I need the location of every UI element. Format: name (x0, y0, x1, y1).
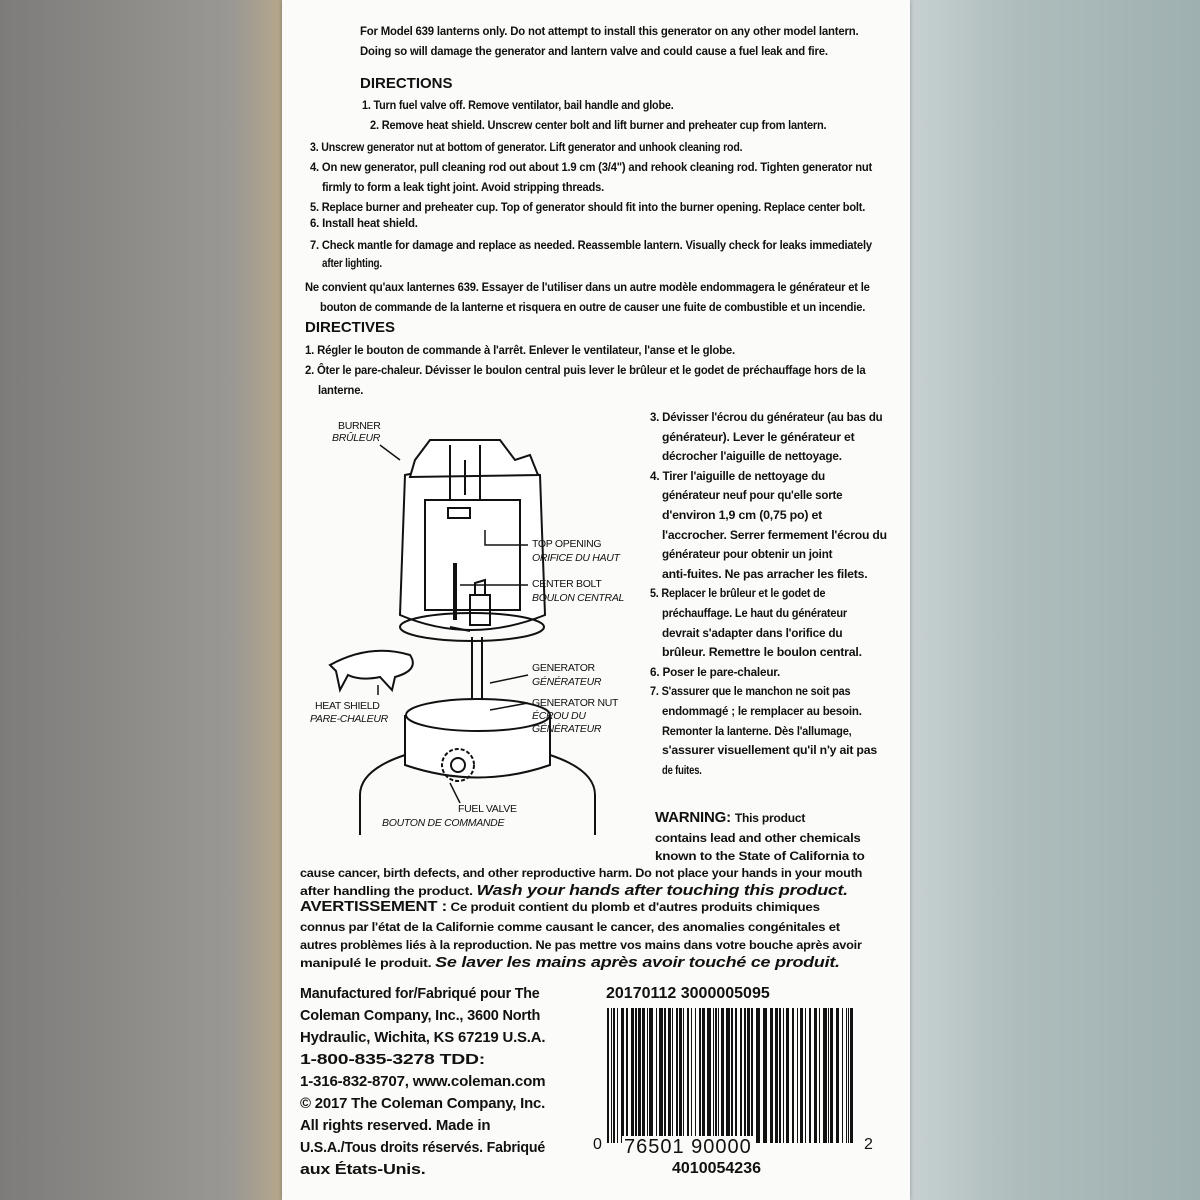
barcode-bar (635, 1008, 637, 1143)
directive-step-right: 4. Tirer l'aiguille de nettoyage du (650, 468, 826, 483)
directive-step-right: 5. Replacer le brûleur et le godet de (650, 586, 826, 601)
burner-label-fr: BRÛLEUR (332, 432, 381, 444)
barcode-check-digit: 2 (864, 1136, 873, 1153)
background-right (900, 0, 1200, 1200)
manufacturer-line: © 2017 The Coleman Company, Inc. (300, 1095, 546, 1112)
directive-step-right: endommagé ; le remplacer au besoin. (662, 704, 862, 718)
barcode-bar (740, 1008, 742, 1143)
avertissement-label: AVERTISSEMENT : (300, 898, 447, 915)
heat-shield-label: HEAT SHIELD (315, 700, 380, 712)
manufacturer-line: Manufactured for/Fabriqué pour The (300, 985, 540, 1002)
direction-step: 4. On new generator, pull cleaning rod out about 1.9 cm (3/4") and rehook cleaning rod. Tighten generator nut (310, 160, 873, 174)
directive-step-right: générateur). Lever le générateur et (662, 429, 855, 444)
barcode-bar (613, 1008, 615, 1143)
barcode-bar (659, 1008, 663, 1143)
burner-illustration (400, 440, 545, 641)
barcode-bar (819, 1008, 820, 1143)
barcode-bar (846, 1008, 847, 1143)
warning-line (300, 884, 848, 898)
directions-heading: DIRECTIONS (360, 75, 453, 92)
barcode (605, 1008, 855, 1143)
barcode-bar (702, 1008, 705, 1143)
barcode-bar (809, 1008, 811, 1143)
directive-step-right: 6. Poser le pare-chaleur. (650, 664, 781, 679)
barcode-bar (836, 1008, 839, 1143)
barcode-bar (823, 1008, 827, 1143)
barcode-bar (713, 1008, 714, 1143)
directive-step-right: d'environ 1,9 cm (0,75 po) et (662, 508, 823, 522)
directive-step-right: générateur pour obtenir un joint (662, 547, 833, 562)
direction-step: 5. Replace burner and preheater cup. Top of generator should fit into the burner opening. Replace center bolt. (310, 200, 866, 214)
heat-shield-label-fr: PARE-CHALEUR (310, 713, 388, 725)
barcode-bar (800, 1008, 803, 1143)
warning-text: after handling the product. (300, 884, 473, 898)
direction-step: after lighting. (322, 256, 382, 270)
intro-line: Doing so will damage the generator and lantern valve and could cause a fuel leak and fire. (360, 44, 828, 58)
barcode-bar (638, 1008, 641, 1143)
barcode-bar (683, 1008, 684, 1143)
direction-step: 6. Install heat shield. (310, 216, 418, 230)
avertissement-emphasis: Se laver les mains après avoir touché ce produit. (435, 954, 840, 971)
french-intro-line: bouton de commande de la lanterne et risquera en outre de causer une fuite de combustible et un incendie. (320, 300, 866, 314)
generator-label: GENERATOR (532, 662, 595, 674)
french-intro-line: Ne convient qu'aux lanternes 639. Essayer de l'utiliser dans un autre modèle endommagera le générateur et le (305, 280, 870, 294)
background-left (0, 0, 290, 1200)
barcode-lead-digit: 0 (593, 1136, 602, 1153)
avertissement-line (300, 956, 840, 970)
direction-step: 3. Unscrew generator nut at bottom of generator. Lift generator and unhook cleaning rod. (310, 140, 743, 154)
top-opening-label: TOP OPENING (532, 538, 602, 550)
center-bolt-label: CENTER BOLT (532, 578, 602, 590)
barcode-bar (751, 1008, 753, 1143)
barcode-bar (747, 1008, 750, 1143)
avertissement-text: autres problèmes liés à la reproduction. Ne pas mettre vos mains dans votre bouche après avoir (300, 938, 862, 952)
center-bolt-label-fr: BOULON CENTRAL (532, 592, 625, 604)
warning-text: cause cancer, birth defects, and other reproductive harm. Do not place your hands in your mouth (300, 866, 863, 880)
barcode-bar (805, 1008, 806, 1143)
barcode-bar (699, 1008, 701, 1143)
directive-step: 2. Ôter le pare-chaleur. Dévisser le boulon central puis lever le brûleur et le godet de préchauffage hors de la (305, 363, 866, 377)
barcode-bar (668, 1008, 671, 1143)
barcode-bar (775, 1008, 778, 1143)
barcode-bar (642, 1008, 645, 1143)
barcode-bar (792, 1008, 794, 1143)
directive-step-right: anti-fuites. Ne pas arracher les filets. (662, 566, 868, 581)
barcode-bar (664, 1008, 666, 1143)
barcode-bar (672, 1008, 673, 1143)
generator-nut-label: GENERATOR NUT (532, 697, 619, 709)
barcode-bar (770, 1008, 773, 1143)
barcode-bar (691, 1008, 692, 1143)
barcode-bar (621, 1008, 624, 1143)
burner-label: BURNER (338, 420, 381, 432)
barcode-bar (721, 1008, 724, 1143)
directive-step-right: devrait s'adapter dans l'orifice du (662, 625, 843, 640)
direction-step: 2. Remove heat shield. Unscrew center bolt and lift burner and preheater cup from lantern. (370, 118, 827, 132)
directive-step-right: décrocher l'aiguille de nettoyage. (662, 449, 842, 464)
barcode-bar (679, 1008, 682, 1143)
barcode-bar (814, 1008, 817, 1143)
generator-label-fr: GÉNÉRATEUR (532, 676, 602, 688)
barcode-bar (779, 1008, 781, 1143)
manufacturer-line: 1-800-835-3278 TDD: (300, 1051, 485, 1068)
barcode-bar (676, 1008, 678, 1143)
manufacturer-line: 1-316-832-8707, www.coleman.com (300, 1073, 546, 1090)
barcode-bar (830, 1008, 833, 1143)
directive-step: lanterne. (318, 383, 364, 397)
warning-text: known to the State of California to (655, 849, 865, 863)
product-code: 4010054236 (672, 1160, 761, 1177)
barcode-bar (718, 1008, 719, 1143)
directive-step: 1. Régler le bouton de commande à l'arrêt. Enlever le ventilateur, l'anse et le globe. (305, 343, 735, 357)
directive-step-right: 3. Dévisser l'écrou du générateur (au bas du (650, 410, 883, 424)
avertissement-line (300, 900, 820, 914)
lot-code: 20170112 3000005095 (606, 985, 770, 1002)
barcode-bar (695, 1008, 696, 1143)
barcode-bar (617, 1008, 618, 1143)
direction-step: firmly to form a leak tight joint. Avoid stripping threads. (322, 180, 605, 194)
fuel-valve-label-fr: BOUTON DE COMMANDE (382, 817, 505, 829)
barcode-bar (848, 1008, 849, 1143)
manufacturer-line: Hydraulic, Wichita, KS 67219 U.S.A. (300, 1029, 546, 1046)
directive-step-right: brûleur. Remettre le boulon central. (662, 645, 862, 660)
directive-step-right: générateur neuf pour qu'elle sorte (662, 488, 843, 503)
warning-block (655, 810, 805, 826)
barcode-bar (744, 1008, 746, 1143)
generator-nut-label-fr: ÉCROU DU (532, 710, 586, 722)
manufacturer-line: U.S.A./Tous droits réservés. Fabriqué (300, 1139, 546, 1156)
direction-step: 7. Check mantle for damage and replace as needed. Reassemble lantern. Visually check for leaks immediately (310, 238, 872, 252)
barcode-bar (715, 1008, 717, 1143)
intro-line: For Model 639 lanterns only. Do not attempt to install this generator on any other model lantern. (360, 24, 859, 38)
barcode-bar (797, 1008, 798, 1143)
warning-emphasis: Wash your hands after touching this product. (476, 882, 848, 899)
barcode-bar (656, 1008, 657, 1143)
barcode-bar (611, 1008, 612, 1143)
lantern-diagram (300, 405, 645, 835)
avertissement-text: Ce produit contient du plomb et d'autres produits chimiques (450, 900, 820, 914)
barcode-bar (687, 1008, 689, 1143)
warning-label: WARNING: (655, 809, 731, 826)
heat-shield-illustration (330, 651, 413, 690)
warning-text: This product (734, 811, 806, 825)
barcode-bar (647, 1008, 648, 1143)
top-opening-label-fr: ORIFICE DU HAUT (532, 552, 620, 564)
manufacturer-line: aux États-Unis. (300, 1161, 426, 1178)
barcode-bar (842, 1008, 843, 1143)
barcode-bar (850, 1008, 853, 1143)
avertissement-text: manipulé le produit. (300, 956, 432, 970)
directive-step-right: 7. S'assurer que le manchon ne soit pas (650, 684, 851, 699)
directive-step-right: préchauffage. Le haut du générateur (662, 606, 848, 620)
barcode-bar (649, 1008, 653, 1143)
barcode-bar (786, 1008, 789, 1143)
barcode-bar (631, 1008, 634, 1143)
generator-nut-label-fr: GÉNÉRATEUR (532, 723, 602, 735)
manufacturer-line: Coleman Company, Inc., 3600 North (300, 1007, 541, 1024)
barcode-bar (735, 1008, 737, 1143)
directive-step-right: l'accrocher. Serrer fermement l'écrou du (662, 527, 887, 542)
barcode-bar (607, 1008, 609, 1143)
barcode-bar (626, 1008, 628, 1143)
barcode-bar (783, 1008, 784, 1143)
barcode-bar (726, 1008, 730, 1143)
barcode-bar (828, 1008, 829, 1143)
directive-step-right: s'assurer visuellement qu'il n'y ait pas (662, 743, 877, 758)
manufacturer-line: All rights reserved. Made in (300, 1117, 491, 1134)
barcode-bar (707, 1008, 711, 1143)
directive-step-right: Remonter la lanterne. Dès l'allumage, (662, 723, 852, 738)
avertissement-text: connus par l'état de la Californie comme causant le cancer, des anomalies congénitales et (300, 920, 840, 934)
barcode-bar (731, 1008, 733, 1143)
fuel-valve-label: FUEL VALVE (458, 803, 517, 815)
barcode-bar (756, 1008, 760, 1143)
barcode-digits: 76501 90000 (624, 1136, 752, 1158)
warning-text: contains lead and other chemicals (655, 831, 861, 845)
directives-heading: DIRECTIVES (305, 319, 396, 336)
barcode-bar (763, 1008, 767, 1143)
directive-step-right: de fuites. (662, 762, 702, 777)
direction-step: 1. Turn fuel valve off. Remove ventilator, bail handle and globe. (362, 98, 674, 112)
